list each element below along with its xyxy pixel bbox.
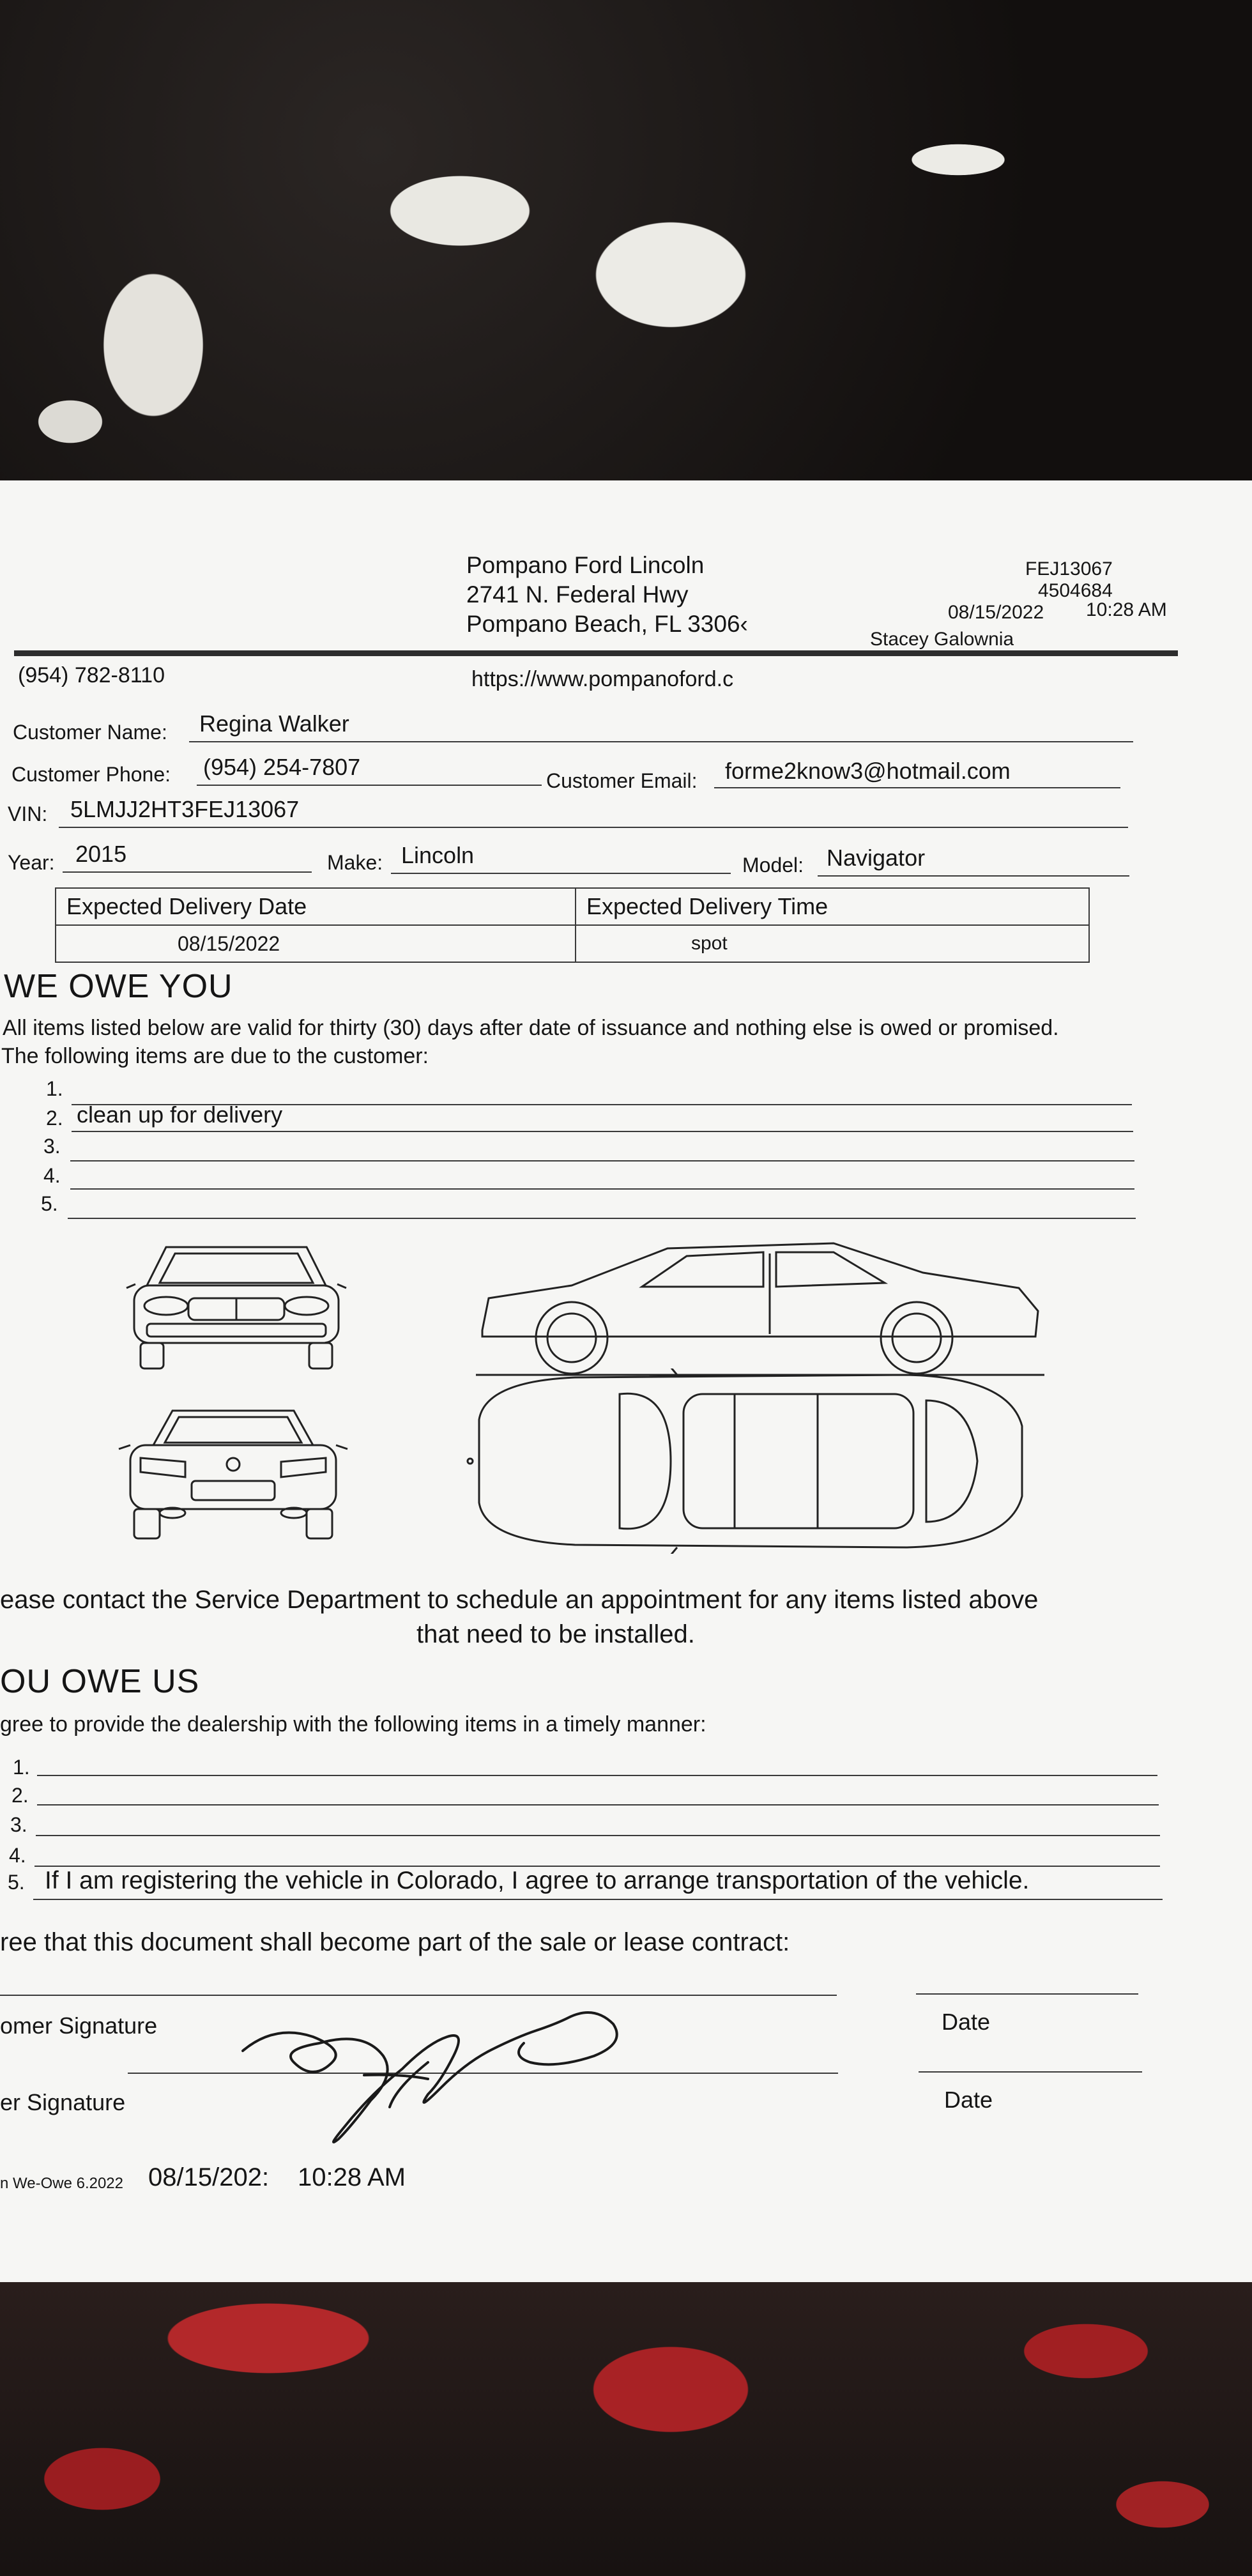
we-owe-document [0, 480, 1252, 2282]
we-owe-intro-line2: The following items are due to the customer: [1, 1044, 429, 1068]
we-owe-item-line [70, 1160, 1134, 1162]
you-owe-item-line [37, 1804, 1159, 1805]
customer-signature-line[interactable] [0, 1995, 837, 1996]
customer-date-label: Date [942, 2009, 991, 2035]
service-note-line2: that need to be installed. [416, 1620, 695, 1648]
we-owe-item-number: 4. [43, 1164, 61, 1187]
you-owe-item-number: 1. [13, 1756, 30, 1779]
vin-value: 5LMJJ2HT3FEJ13067 [70, 796, 300, 822]
dealer-website: https://www.pompanoford.c [471, 667, 734, 691]
customer-phone-label: Customer Phone: [11, 763, 171, 786]
service-note-line1: ease contact the Service Department to schedule an appointment for any items listed above [0, 1586, 1039, 1614]
year-line [63, 871, 312, 873]
customer-name-label: Customer Name: [13, 721, 167, 744]
delivery-date-header: Expected Delivery Date [56, 888, 576, 925]
we-owe-item-text: clean up for delivery [77, 1101, 283, 1128]
background-bottom [0, 2274, 1252, 2576]
you-owe-heading: OU OWE US [0, 1663, 200, 1700]
customer-phone: (954) 254-7807 [203, 754, 361, 780]
customer-name: Regina Walker [199, 710, 349, 737]
form-identifier: n We-Owe 6.2022 [0, 2175, 123, 2192]
you-owe-item-number: 2. [11, 1784, 29, 1807]
salesperson-name: Stacey Galownia [870, 629, 1014, 650]
you-owe-item-line [36, 1835, 1160, 1836]
deal-number: 4504684 [1038, 580, 1113, 601]
deal-date: 08/15/2022 [948, 602, 1044, 623]
manager-signature-label: er Signature [0, 2089, 126, 2115]
we-owe-item-number: 3. [43, 1135, 61, 1158]
delivery-time-value: spot [576, 925, 1089, 962]
dealer-address-line1: 2741 N. Federal Hwy [466, 581, 689, 608]
car-rear-view-icon [115, 1400, 351, 1547]
you-owe-item-number: 3. [10, 1813, 27, 1836]
make-value: Lincoln [401, 842, 475, 868]
customer-signature-icon [236, 1998, 632, 2152]
we-owe-item-line [72, 1131, 1133, 1132]
customer-email-line [714, 787, 1120, 788]
you-owe-item-number: 4. [9, 1844, 26, 1867]
delivery-table [55, 887, 1090, 963]
agreement-text: ree that this document shall become part of the sale or lease contract: [0, 1928, 790, 1956]
you-owe-item-line [37, 1775, 1157, 1776]
car-side-view-icon [476, 1234, 1044, 1381]
background-top [0, 0, 1252, 486]
deal-time: 10:28 AM [1086, 599, 1167, 620]
you-owe-item-line [33, 1899, 1163, 1900]
vin-label: VIN: [8, 802, 48, 825]
we-owe-item-number: 2. [46, 1107, 63, 1130]
model-label: Model: [742, 854, 804, 877]
customer-email-label: Customer Email: [546, 769, 698, 792]
delivery-time-header: Expected Delivery Time [576, 888, 1089, 925]
we-owe-item-line [68, 1218, 1136, 1219]
we-owe-heading: WE OWE YOU [4, 968, 233, 1005]
we-owe-intro-line1: All items listed below are valid for thirty (30) days after date of issuance and nothing else is owed or promised. [3, 1016, 1059, 1040]
dealer-phone: (954) 782-8110 [18, 663, 165, 687]
stock-number: FEJ13067 [1025, 558, 1113, 579]
we-owe-item-line [70, 1188, 1134, 1190]
customer-phone-line [197, 785, 542, 786]
customer-date-line[interactable] [916, 1993, 1138, 1995]
we-owe-item-number: 1. [46, 1077, 63, 1100]
customer-email: forme2know3@hotmail.com [725, 758, 1011, 784]
model-line [818, 875, 1129, 877]
customer-name-line [189, 741, 1133, 742]
dealer-name: Pompano Ford Lincoln [466, 552, 705, 578]
we-owe-item-number: 5. [41, 1192, 58, 1215]
printed-time: 10:28 AM [298, 2163, 406, 2191]
year-label: Year: [8, 851, 55, 874]
header-rule [14, 650, 1178, 656]
make-line [391, 873, 731, 874]
you-owe-item-text: If I am registering the vehicle in Colorado, I agree to arrange transportation of the vehicle. [45, 1867, 1030, 1894]
manager-date-line[interactable] [919, 2071, 1142, 2073]
you-owe-item-number: 5. [8, 1871, 25, 1894]
car-top-view-icon [460, 1368, 1028, 1554]
car-front-view-icon [121, 1234, 351, 1375]
vin-line [59, 827, 1128, 828]
dealer-address-line2: Pompano Beach, FL 3306‹ [466, 611, 748, 637]
manager-date-label: Date [944, 2087, 993, 2113]
customer-signature-label: omer Signature [0, 2012, 158, 2039]
delivery-date-value: 08/15/2022 [56, 925, 576, 962]
printed-date: 08/15/202: [148, 2163, 270, 2191]
model-value: Navigator [827, 845, 926, 871]
year-value: 2015 [75, 841, 127, 867]
you-owe-intro: gree to provide the dealership with the following items in a timely manner: [0, 1712, 706, 1736]
make-label: Make: [327, 851, 383, 874]
